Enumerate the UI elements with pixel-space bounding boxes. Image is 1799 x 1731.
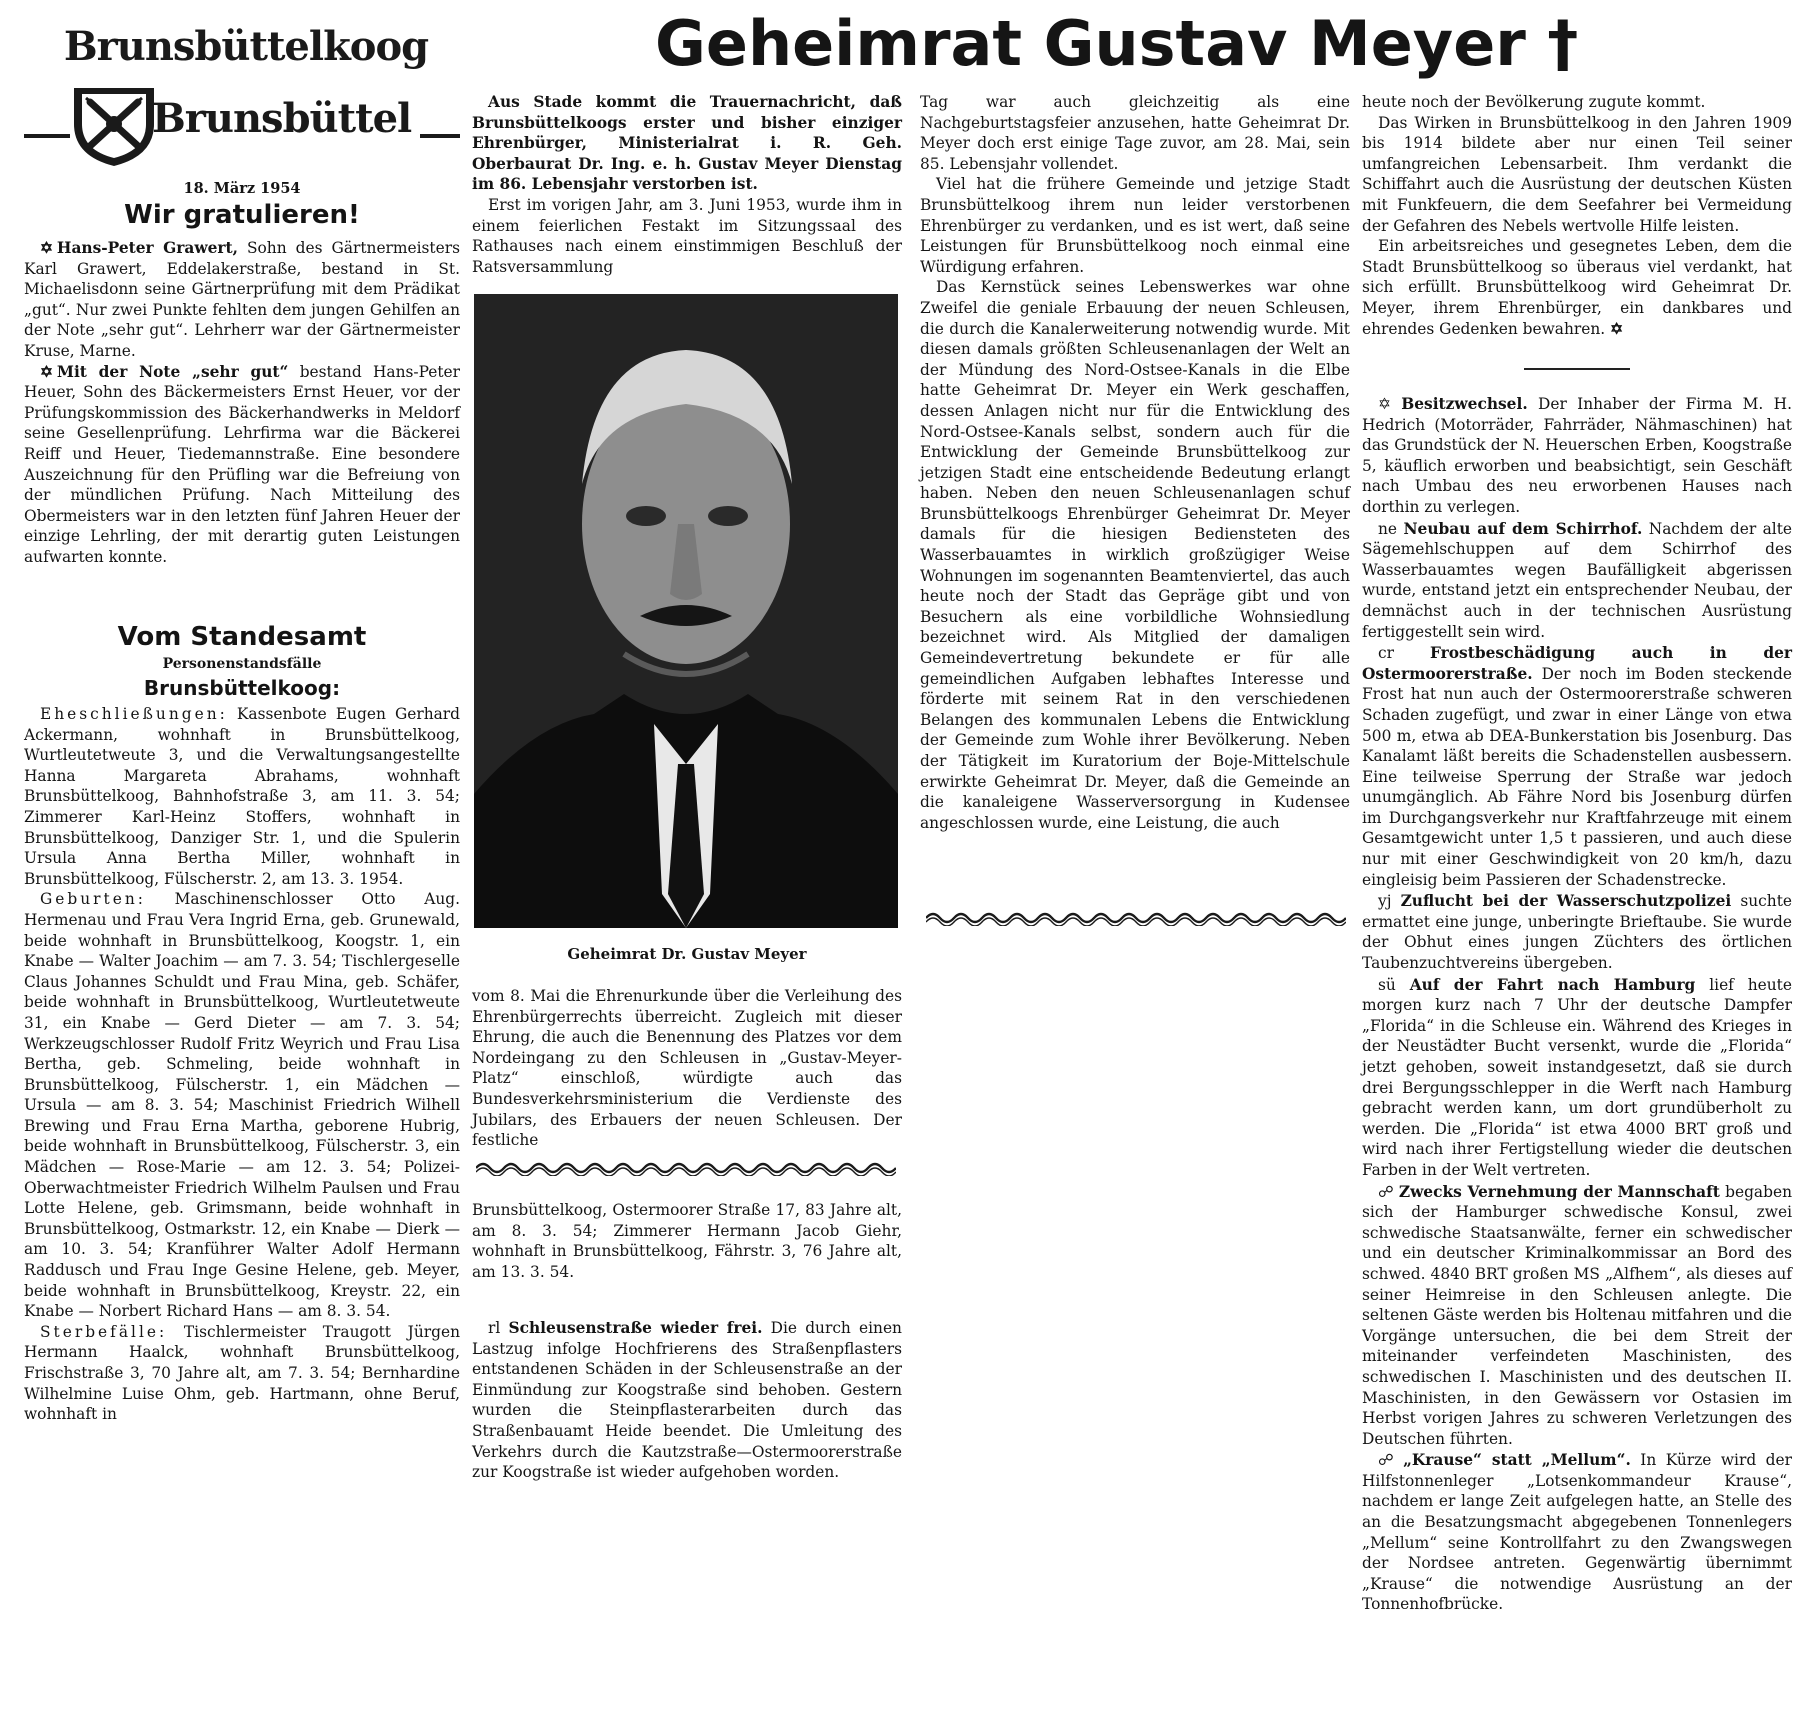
news-item-krause: ☍ „Krause“ statt „Mellum“. In Kürze wird der Hilfstonnenleger „Lotsenkommandeur Krause“, nachdem er lange Zeit aufgelegen hatte, an Stelle des an die Besatzungsmacht abgegebenen Tonnenlegers „Mellum“ seine Kontrollfahrt zu den Zwangswegen der Nordsee antreten. Gegenwärtig übernimmt „Krause“ die notwendige Ausrüstung an der Tonnenhofbrücke. xyxy=(1362,1451,1792,1614)
article-body-col3 xyxy=(920,92,1350,833)
standesamt-subheading: Personenstandsfälle xyxy=(162,656,322,672)
sterbefaelle-paragraph: Sterbefälle: Tischlermeister Traugott Jürgen Hermann Haalck, wohnhaft Brunsbüttelkoog, Frischstraße 3, 70 Jahre alt, am 7. 3. 54; Bernhardine Wilhelmine Luise Ohm, geb. Hartmann, ohne Beruf, wohnhaft in xyxy=(24,1322,460,1424)
article-paragraph: Viel hat die frühere Gemeinde und jetzige Stadt Brunsbüttelkoog ihrem nun leider verstorbenen Ehrenbürger zu verdanken, und es ist wert, daß seine Leistungen für Brunsbüttelkoog noch einmal eine Würdigung erfahren. xyxy=(920,175,1350,276)
star-icon: ✡ xyxy=(40,362,53,381)
issue-date: 18. März 1954 xyxy=(183,180,301,197)
gratulieren-paragraph: ✡ Mit der Note „sehr gut“ bestand Hans-Peter Heuer, Sohn des Bäckermeisters Ernst Heuer, vor der Prüfungskommission des Bäckerhandwerks in Meldorf seine Gesellenprüfung. Lehrfirma war die Bäckerei Reiff und Heuer, Tiedemannstraße. Eine besondere Auszeichnung für den Prüfling war die Befreiung von der mündlichen Prüfung. Nach Mitteilung des Obermeisters war in den letzten fünf Jahren Heuer der einzige Lehrling, der mit derartig guten Leistungen aufwarten konnte. xyxy=(24,362,460,566)
article-continuation xyxy=(472,986,902,1151)
gratulieren-body xyxy=(24,238,460,568)
article-headline: Geheimrat Gustav Meyer † xyxy=(655,7,1579,80)
sterbefaelle-continuation-paragraph: Brunsbüttelkoog, Ostermoorer Straße 17, 83 Jahre alt, am 8. 3. 54; Zimmerer Hermann Jacob Giehr, wohnhaft in Brunsbüttelkoog, Fährstr. 3, 76 Jahre alt, am 13. 3. 54. xyxy=(472,1201,902,1281)
section-heading-standesamt: Vom Standesamt xyxy=(117,622,367,652)
wave-ornament xyxy=(926,910,1346,926)
news-item-neubau: ne Neubau auf dem Schirrhof. Nachdem der alte Sägemehlschuppen auf dem Schirrhof des Wasserbauamtes wegen Baufälligkeit abgerissen wurde, entstand jetzt ein entsprechender Neubau, der demnächst auch in der technischen Ausrüstung fertiggestellt sein wird. xyxy=(1362,519,1792,641)
eheschliessungen-paragraph: Eheschließungen: Kassenbote Eugen Gerhard Ackermann, wohnhaft in Brunsbüttelkoog, Wurtleutetweute 3, und die Verwaltungsangestellte Hanna Margareta Abrahams, wohnhaft Brunsbüttelkoog, Bahnhofstraße 3, am 11. 3. 54; Zimmerer Karl-Heinz Stoffers, wohnhaft in Brunsbüttelkoog, Danziger Str. 1, und die Spulerin Ursula Anna Bertha Miller, wohnhaft in Brunsbüttelkoog, Fülscherstr. 2, am 13. 3. 1954. xyxy=(24,705,460,888)
standesamt-place: Brunsbüttelkoog: xyxy=(143,676,341,700)
article-end-rule xyxy=(1524,368,1630,370)
masthead-bottom: Brunsbüttel xyxy=(152,95,412,142)
news-item-schleusenstrasse xyxy=(472,1318,902,1484)
article-paragraph: Ein arbeitsreiches und gesegnetes Leben, dem die Stadt Brunsbüttelkoog so überaus viel verdankt, hat sich erfüllt. Brunsbüttelkoog wird Geheimrat Dr. Meyer, ihrem Ehrenbürger, ein dankbares und ehrendes Gedenken bewahren. ✡ xyxy=(1362,237,1792,338)
article-paragraph: Das Wirken in Brunsbüttelkoog in den Jahren 1909 bis 1914 bildete aber nur einen Teil seiner umfangreichen Lebensarbeit. Ihm verdankt die Schiffahrt auch die Ausrüstung der deutschen Küsten mit Funkfeuern, die dem Seefahrer bei Vermeidung der Gefahren des Nebels wertvolle Hilfe leisten. xyxy=(1362,113,1792,235)
article-intro-paragraph: Aus Stade kommt die Trauernachricht, daß Brunsbüttelkoogs erster und bisher einziger Ehrenbürger, Ministerialrat i. R. Geh. Oberbaurat Dr. Ing. e. h. Gustav Meyer Dienstag im 86. Lebensjahr verstorben ist. xyxy=(472,93,902,194)
wave-ornament xyxy=(476,1160,896,1176)
standesamt-body xyxy=(24,704,460,1425)
masthead-rule-right xyxy=(420,134,460,138)
local-news-list xyxy=(1362,394,1792,1616)
portrait-photo xyxy=(474,294,898,928)
news-item-brieftaube: yj Zuflucht bei der Wasserschutzpolizei suchte ermattet eine junge, unberingte Brieftaube. Sie wurde der Obhut eines jungen Züchters des örtlichen Taubenzuchtvereins übergeben. xyxy=(1362,892,1792,973)
article-intro xyxy=(472,92,902,277)
article-paragraph: vom 8. Mai die Ehrenurkunde über die Verleihung des Ehrenbürgerrechts überreicht. Zugleich mit dieser Ehrung, die auch die Benennung des Platzes vor dem Nordeingang zu den Schleusen in „Gustav-Meyer-Platz“ einschloß, würdigte auch das Bundesverkehrsministerium die Verdienste des Jubilars, des Erbauers der neuen Schleusen. Der festliche xyxy=(472,987,902,1150)
coat-of-arms-icon xyxy=(68,84,160,168)
sterbefaelle-continuation xyxy=(472,1200,902,1282)
gratulieren-paragraph: ✡ Hans-Peter Grawert, Sohn des Gärtnermeisters Karl Grawert, Eddelakerstraße, bestand in St. Michaelisdonn seine Gärtnerprüfung mit dem Prädikat „gut“. Nur zwei Punkte fehlten dem jungen Gehilfen an der Note „sehr gut“. Lehrherr war der Gärtnermeister Kruse, Marne. xyxy=(24,239,460,360)
portrait-caption: Geheimrat Dr. Gustav Meyer xyxy=(567,945,807,963)
article-paragraph: Erst im vorigen Jahr, am 3. Juni 1953, wurde ihm in einem feierlichen Festakt im Sitzungssaal des Rathauses nach einem einstimmigen Beschluß der Ratsversammlung xyxy=(472,195,902,276)
news-item-alfhem: ☍ Zwecks Vernehmung der Mannschaft begaben sich der Hamburger schwedische Konsul, zwei schwedische Staatsanwälte, ferner ein schwedischer und ein deutscher Kriminalkommissar an Bord des schwed. 4840 BRT großen MS „Alfhem“, als dieses auf seiner Heimreise in den Schleusen anlegte. Die seltenen Gäste werden bis Holtenau mitfahren und die Vorgänge untersuchen, die bei dem Streit der miteinander verfeindeten Maschinisten, des schwedischen I. Maschinisten und des deutschen II. Maschinisten, in den Gewässern vor Ostasien im Herbst vorigen Jahres zu schweren Verletzungen des Deutschen führten. xyxy=(1362,1182,1792,1448)
news-item-frostbeschaedigung: cr Frostbeschädigung auch in der Ostermoorerstraße. Der noch im Boden steckende Frost hat nun auch der Ostermoorerstraße schweren Schaden zugefügt, und zwar in einer Länge von etwa 500 m, etwa ab DEA-Bunkerstation bis Josenburg. Das Kanalamt läßt bereits die Schadenstellen ausbessern. Eine teilweise Sperrung der Straße war jedoch unumgänglich. Ab Fähre Nord bis Josenburg dürfen im Durchgangsverkehr nur Kraftfahrzeuge mit einem Gesamtgewicht unter 1,5 t passieren, und auch diese nur mit einer Geschwindigkeit von 20 km/h, dazu eingleisig beim Passieren der Schadenstrecke. xyxy=(1362,644,1792,889)
masthead-top: Brunsbüttelkoog xyxy=(63,23,429,70)
article-paragraph: heute noch der Bevölkerung zugute kommt. xyxy=(1362,93,1706,111)
masthead xyxy=(24,22,460,172)
article-body-col4 xyxy=(1362,92,1792,339)
star-icon: ✡ xyxy=(40,239,53,257)
article-paragraph: Das Kernstück seines Lebenswerkes war ohne Zweifel die geniale Erbauung der neuen Schleusen, die durch die Kanalerweiterung notwendig wurde. Mit diesen damals größten Schleusenanlagen der Welt an der Mündung des Nord-Ostsee-Kanals in die Elbe hatte Geheimrat Dr. Meyer ein Werk geschaffen, dessen Anlagen nicht nur für die Entwicklung des Nord-Ostsee-Kanals selbst, sondern auch für die Entwicklung der Gemeinde Brunsbüttelkoog zur jetzigen Stadt eine entscheidende Bedeutung erlangt haben. Neben den neuen Schleusenanlagen schuf Brunsbüttelkoogs Ehrenbürger Geheimrat Dr. Meyer damals für die hiesigen Bediensteten des Wasserbauamtes in wirklich großzügiger Weise Wohnungen im sogenannten Beamtenviertel, das auch heute noch der Stadt das Gepräge gibt und von Besuchern als eine vorbildliche Wohnsiedlung bezeichnet wird. Als Mitglied der damaligen Gemeindevertretung bekundete er für alle gemeindlichen Aufgaben lebhaftes Interesse und förderte mit seinem Rat in den verschiedenen Belangen des kommunalen Lebens die Entwicklung der Gemeinde zum Wohle ihrer Bevölkerung. Neben der Tätigkeit im Kuratorium der Boje-Mittelschule erwirkte Geheimrat Dr. Meyer, daß die Gemeinde an die kanaleigene Wasserversorgung in Kudensee angeschlossen wurde, eine Leistung, die auch xyxy=(920,278,1350,832)
star-icon: ✡ xyxy=(1610,319,1623,338)
news-item-besitzwechsel: ✡ Besitzwechsel. Der Inhaber der Firma M. H. Hedrich (Motorräder, Fahrräder, Nähmaschinen) hat das Grundstück der N. Heuerschen Erben, Koogstraße 5, käuflich erworben und beabsichtigt, sein Geschäft nach Umbau des neu erworbenen Hauses nach dorthin zu verlegen. xyxy=(1362,395,1792,516)
section-heading-gratulieren: Wir gratulieren! xyxy=(124,200,360,230)
news-item-florida: sü Auf der Fahrt nach Hamburg lief heute morgen kurz nach 7 Uhr der deutsche Dampfer „Florida“ in die Schleuse ein. Während des Krieges in der Neustädter Bucht versenkt, wurde die „Florida“ jetzt gehoben, soweit instandgesetzt, daß sie durch drei Bergungsschlepper in die Werft nach Hamburg gebracht werden kann, um dort grundüberholt zu werden. Die „Florida“ ist etwa 4000 BRT groß und wird nach ihrer Fertigstellung wieder die deutschen Farben in der Welt vertreten. xyxy=(1362,975,1792,1179)
masthead-rule-left xyxy=(24,134,70,138)
geburten-paragraph: Geburten: Maschinenschlosser Otto Aug. Hermenau und Frau Vera Ingrid Erna, geb. Grunewald, beide wohnhaft in Brunsbüttelkoog, Koogstr. 1, ein Knabe — Walter Joachim — am 7. 3. 54; Tischlergeselle Claus Johannes Schuldt und Frau Mina, geb. Schäfer, beide wohnhaft in Brunsbüttelkoog, Wurtleutetweute 31, ein Knabe — Gerd Dieter — am 7. 3. 54; Werkzeugschlosser Rudolf Fritz Weyrich und Frau Lisa Bertha, geb. Schmeling, beide wohnhaft in Brunsbüttelkoog, Fülscherstr. 1, ein Mädchen — Ursula — am 8. 3. 54; Maschinist Friedrich Wilhell Brewing und Frau Erna Martha, geborene Hubrig, beide wohnhaft in Brunsbüttelkoog, Fülscherstr. 3, ein Mädchen — Rose-Marie — am 12. 3. 54; Polizei-Oberwachtmeister Friedrich Wilhelm Paulsen und Frau Lotte Helene, geb. Grimsmann, beide wohnhaft in Brunsbüttelkoog, Ostmarkstr. 12, ein Knabe — Dierk — am 10. 3. 54; Kranführer Walter Adolf Hermann Raddusch und Frau Inge Gesine Helene, geb. Meyer, beide wohnhaft in Brunsbüttelkoog, Kreystr. 22, ein Knabe — Norbert Richard Hans — am 8. 3. 54. xyxy=(24,890,460,1321)
article-paragraph: Tag war auch gleichzeitig als eine Nachgeburtstagsfeier anzusehen, hatte Geheimrat Dr. Meyer doch erst einige Tage zuvor, am 28. Mai, sein 85. Lebensjahr vollendet. xyxy=(920,93,1350,173)
news-paragraph: rl Schleusenstraße wieder frei. Die durch einen Lastzug infolge Hochfrierens des Straßenpflasters entstandenen Schäden in der Schleusenstraße an der Einmündung zur Koogstraße sind behoben. Gestern wurden die Steinpflasterarbeiten durch das Straßenbauamt Heide beendet. Die Umleitung des Verkehrs durch die Kautzstraße—Ostermoorerstraße zur Koogstraße ist wieder aufgehoben worden. xyxy=(472,1319,902,1482)
